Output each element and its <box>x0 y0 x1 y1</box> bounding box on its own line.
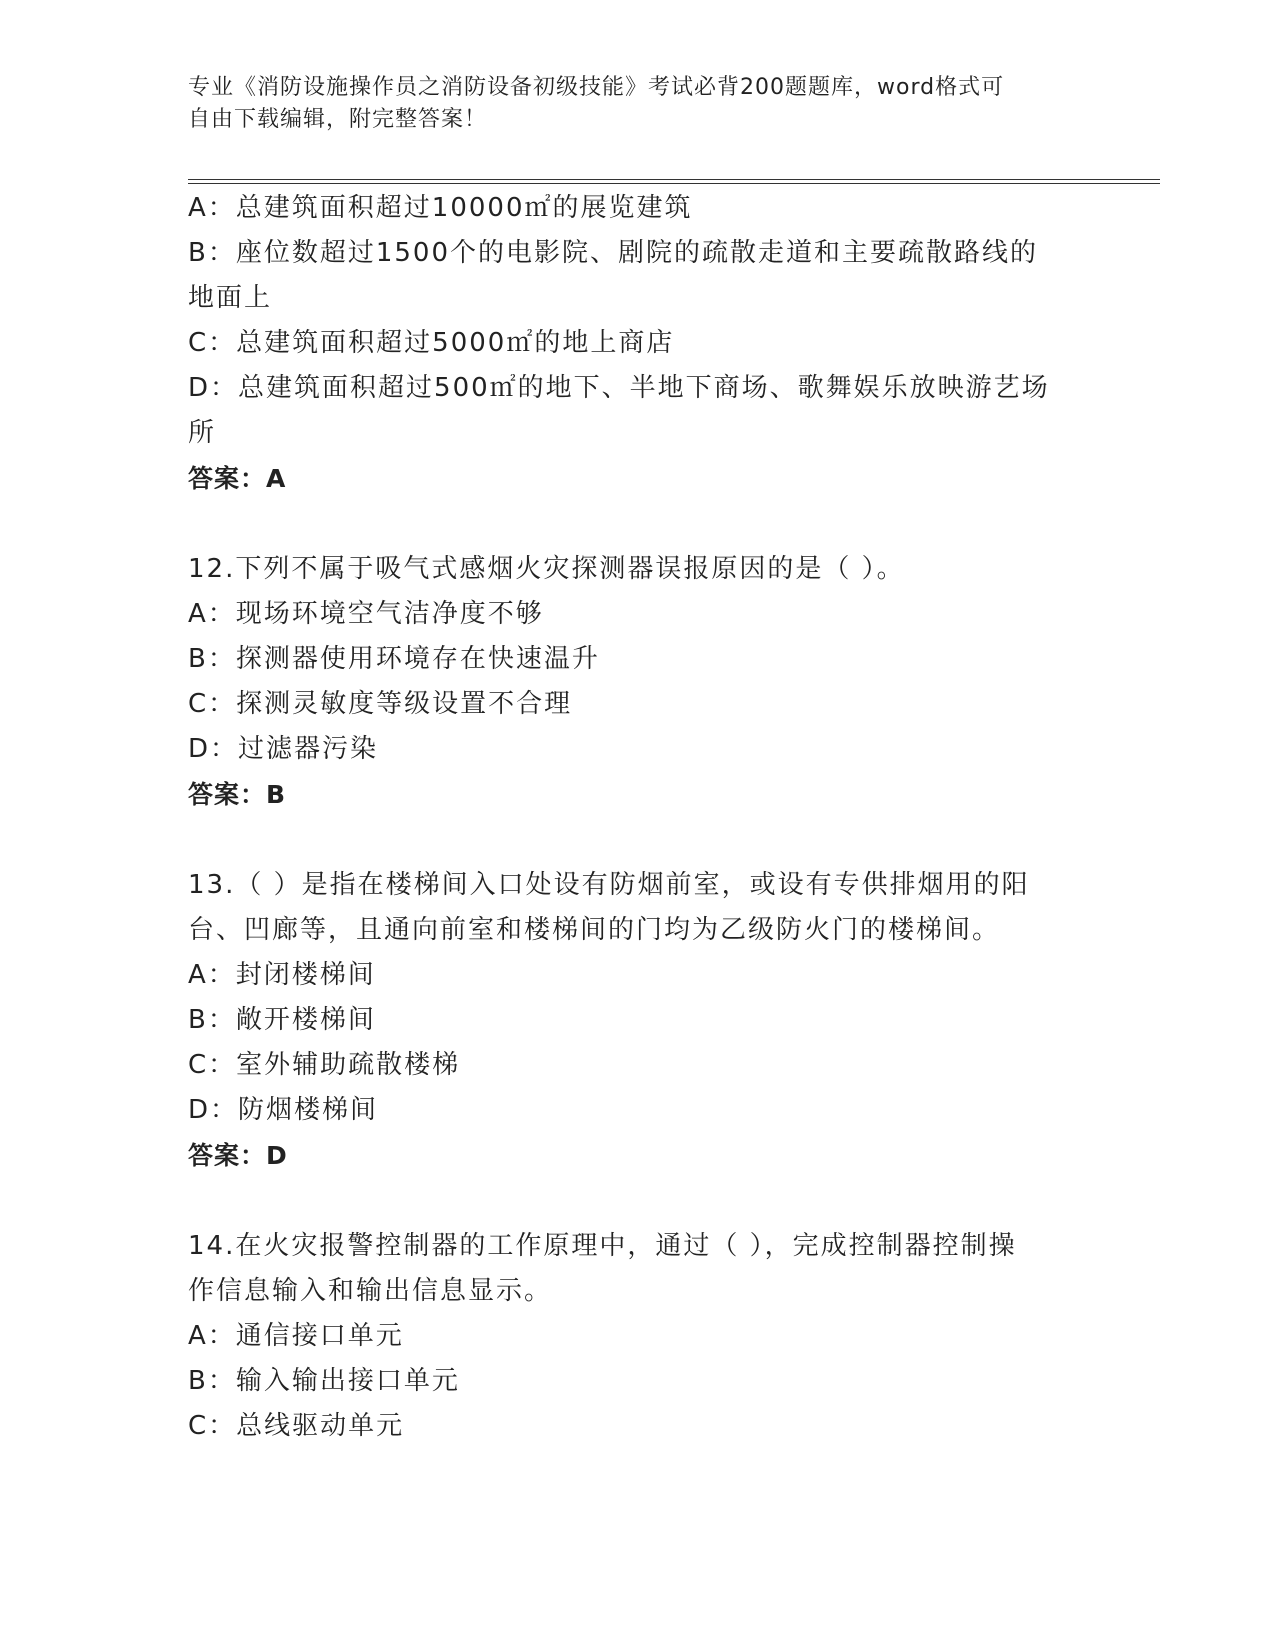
header-line-1: 专业《消防设施操作员之消防设备初级技能》考试必背200题题库，word格式可 <box>188 75 1005 100</box>
document-header <box>188 72 1068 136</box>
header-divider-top <box>188 179 1160 180</box>
option-c: C：探测灵敏度等级设置不合理 <box>188 689 573 719</box>
question-list <box>188 186 1088 1449</box>
question-12 <box>188 547 1088 817</box>
answer: 答案：D <box>188 1141 288 1170</box>
option-d: D：总建筑面积超过500㎡的地下、半地下商场、歌舞娱乐放映游艺场 <box>188 373 1050 403</box>
header-divider-bottom <box>188 183 1160 184</box>
question-13 <box>188 863 1088 1178</box>
spacer <box>188 817 1088 863</box>
option-b: B：座位数超过1500个的电影院、剧院的疏散走道和主要疏散路线的 <box>188 238 1039 268</box>
answer: 答案：B <box>188 780 287 809</box>
option-c: C：总线驱动单元 <box>188 1411 405 1441</box>
option-b: B：输入输出接口单元 <box>188 1366 460 1396</box>
option-a: A：现场环境空气洁净度不够 <box>188 599 544 629</box>
spacer <box>188 501 1088 547</box>
option-d: D：防烟楼梯间 <box>188 1095 379 1125</box>
answer: 答案：A <box>188 464 287 493</box>
option-d: D：过滤器污染 <box>188 734 379 764</box>
question-14 <box>188 1224 1088 1449</box>
question-stem: 14.在火灾报警控制器的工作原理中，通过（ ），完成控制器控制操 <box>188 1231 1017 1261</box>
option-a: A：封闭楼梯间 <box>188 960 376 990</box>
option-b-continued: 地面上 <box>188 283 273 313</box>
spacer <box>188 1178 1088 1224</box>
option-b: B：敞开楼梯间 <box>188 1005 376 1035</box>
question-stem-continued: 作信息输入和输出信息显示。 <box>188 1276 553 1306</box>
option-c: C：总建筑面积超过5000㎡的地上商店 <box>188 328 675 358</box>
option-a: A：总建筑面积超过10000㎡的展览建筑 <box>188 193 693 223</box>
question-11 <box>188 186 1088 501</box>
header-line-2: 自由下载编辑，附完整答案！ <box>188 107 488 132</box>
option-c: C：室外辅助疏散楼梯 <box>188 1050 461 1080</box>
question-stem-continued: 台、凹廊等，且通向前室和楼梯间的门均为乙级防火门的楼梯间。 <box>188 915 1001 945</box>
option-d-continued: 所 <box>188 418 217 448</box>
question-stem: 12.下列不属于吸气式感烟火灾探测器误报原因的是（ ）。 <box>188 554 905 584</box>
option-a: A：通信接口单元 <box>188 1321 404 1351</box>
option-b: B：探测器使用环境存在快速温升 <box>188 644 600 674</box>
question-stem: 13.（ ）是指在楼梯间入口处设有防烟前室，或设有专供排烟用的阳 <box>188 870 1030 900</box>
